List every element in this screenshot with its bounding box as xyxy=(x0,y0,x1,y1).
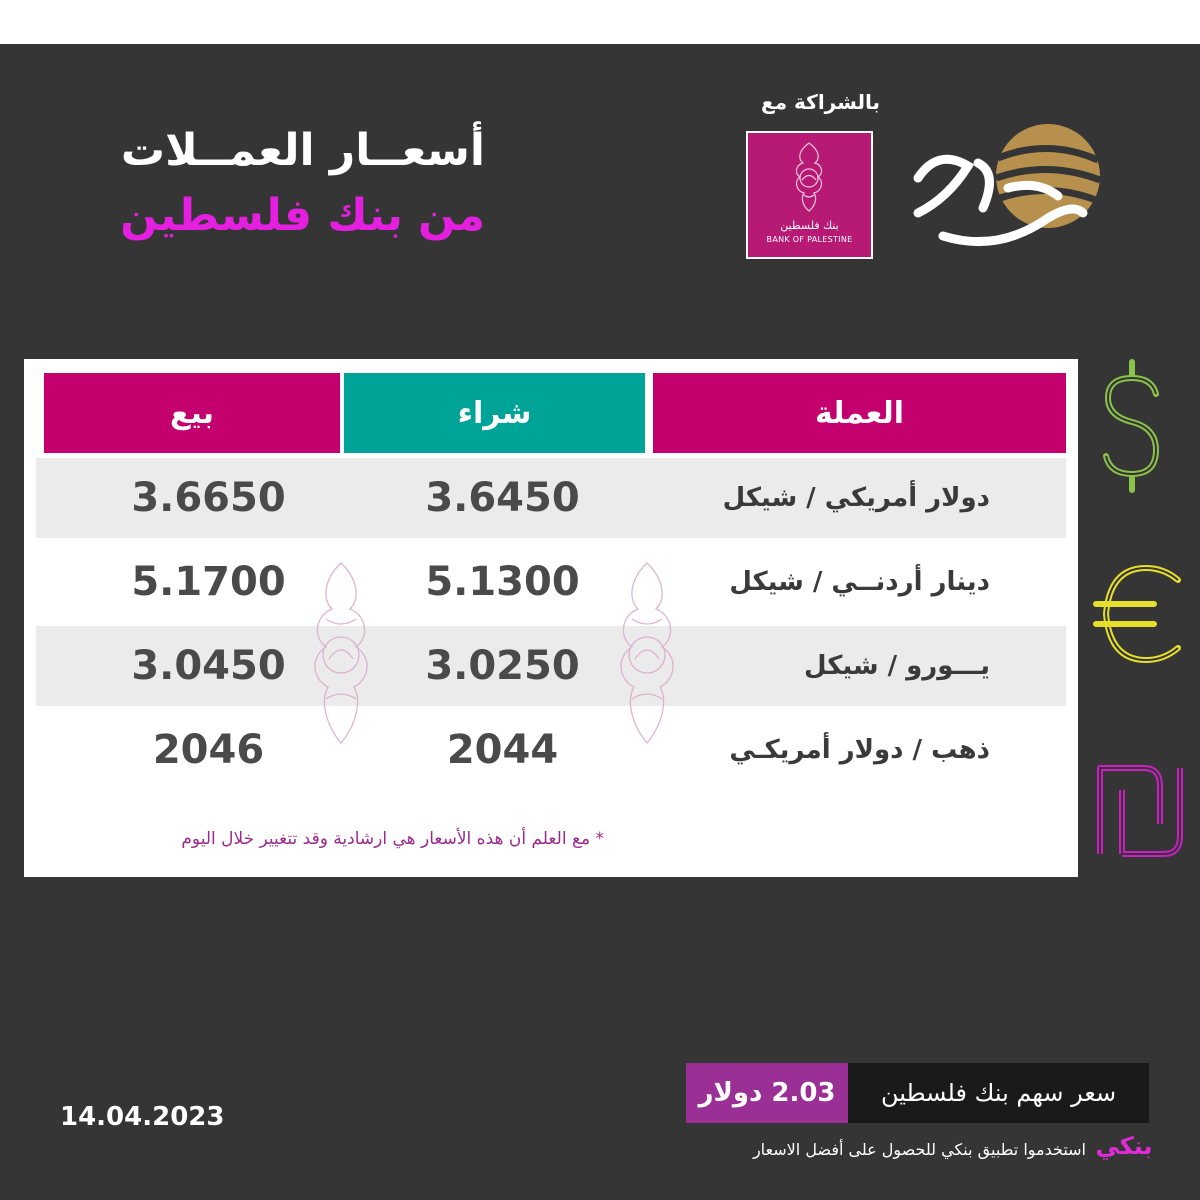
page-subtitle: من بنك فلسطين xyxy=(120,190,485,241)
app-promo-text: استخدموا تطبيق بنكي للحصول على أفضل الاسعار xyxy=(752,1140,1086,1159)
currency-pair: دينار أردنــي / شيكل xyxy=(729,567,990,597)
table-row xyxy=(36,710,1066,790)
table-row xyxy=(36,626,1066,706)
sell-rate: 3.0450 xyxy=(131,643,286,689)
currency-pair: ذهب / دولار أمريكـي xyxy=(729,735,990,765)
buy-rate: 3.0250 xyxy=(425,643,580,689)
column-header-sell: بيع xyxy=(44,373,340,453)
euro-icon xyxy=(1092,562,1188,666)
sell-rate: 2046 xyxy=(152,727,265,773)
banki-app-logo: بنكي xyxy=(1095,1132,1153,1160)
table-row xyxy=(36,542,1066,622)
buy-rate: 5.1300 xyxy=(425,559,580,605)
share-price-label: سعر سهم بنك فلسطين xyxy=(848,1063,1149,1123)
sada-news-logo xyxy=(898,118,1108,258)
page-title: أسعــار العمــلات xyxy=(120,125,485,176)
shekel-icon xyxy=(1094,762,1186,858)
bank-name-english: BANK OF PALESTINE xyxy=(766,235,853,244)
bank-watermark-icon xyxy=(602,559,692,749)
bank-watermark-icon xyxy=(296,559,386,749)
bank-of-palestine-logo xyxy=(746,131,873,259)
sell-rate: 5.1700 xyxy=(131,559,286,605)
currency-pair: يـــورو / شيكل xyxy=(804,651,990,681)
publish-date: 14.04.2023 xyxy=(60,1102,225,1132)
dollar-icon xyxy=(1096,356,1168,496)
disclaimer-note: * مع العلم أن هذه الأسعار هي ارشادية وقد تتغيير خلال اليوم xyxy=(181,829,604,849)
buy-rate: 2044 xyxy=(446,727,559,773)
column-header-currency: العملة xyxy=(653,373,1066,453)
sell-rate: 3.6650 xyxy=(131,475,286,521)
buy-rate: 3.6450 xyxy=(425,475,580,521)
share-price-value: 2.03 دولار xyxy=(686,1063,848,1123)
currency-pair: دولار أمريكي / شيكل xyxy=(722,483,990,513)
share-price-box xyxy=(686,1063,1149,1123)
bank-name-arabic: بنك فلسطين xyxy=(780,219,839,232)
exchange-rates-table xyxy=(24,359,1078,877)
column-header-buy: شراء xyxy=(344,373,645,453)
partner-label: بالشراكة مع xyxy=(761,90,880,114)
table-row xyxy=(36,458,1066,538)
